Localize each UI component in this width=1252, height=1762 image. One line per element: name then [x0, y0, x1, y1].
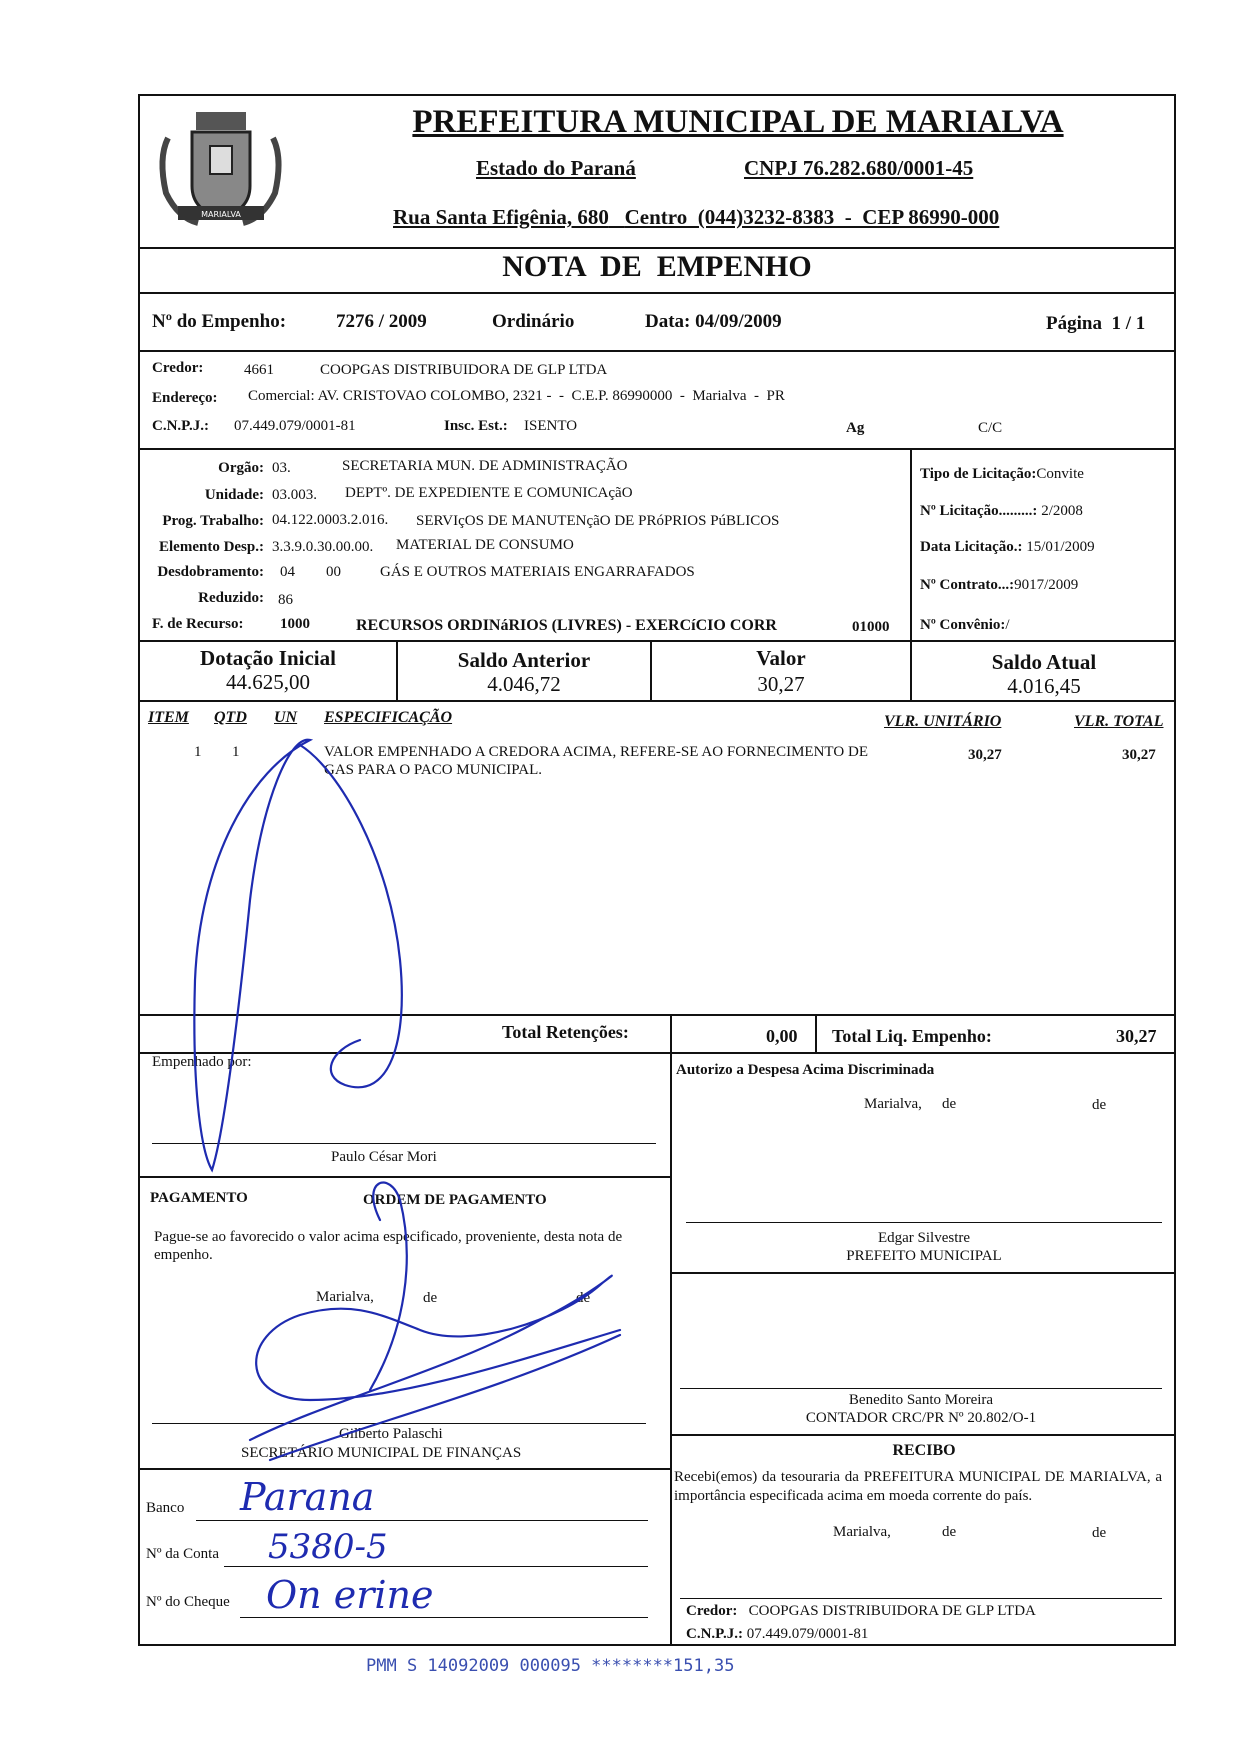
page-number: Página 1 / 1	[1046, 313, 1146, 334]
num-contrato: Nº Contrato...:9017/2009	[920, 577, 1079, 593]
recibo-de2: de	[1092, 1525, 1107, 1541]
cnpj-credor-label: C.N.P.J.:	[152, 418, 209, 434]
empenho-type: Ordinário	[492, 311, 575, 332]
retencoes-value: 0,00	[766, 1026, 798, 1046]
recurso-name: RECURSOS ORDINáRIOS (LIVRES) - EXERCíCIO CORR	[356, 617, 777, 634]
state-label: Estado do Paraná	[476, 156, 636, 180]
col-unit: VLR. UNITÁRIO	[884, 713, 1002, 730]
cheque-handwriting: On erine	[266, 1573, 434, 1617]
contador-role: CONTADOR CRC/PR Nº 20.802/O-1	[805, 1410, 1037, 1426]
insc-value: ISENTO	[524, 418, 578, 434]
elemento-name: MATERIAL DE CONSUMO	[396, 537, 574, 553]
reduzido-label: Reduzido:	[198, 590, 264, 606]
pagamento-city: Marialva,	[316, 1289, 374, 1305]
pagamento-text: Pague-se ao favorecido o valor acima especificado, proveniente, desta nota de empenho.	[154, 1229, 623, 1263]
item-spec: VALOR EMPENHADO A CREDORA ACIMA, REFERE-SE AO FORNECIMENTO DE GAS PARA O PACO MUNICIPAL.	[324, 744, 868, 778]
empenhado-label: Empenhado por:	[152, 1054, 252, 1070]
tipo-licitacao: Tipo de Licitação:Convite	[920, 466, 1084, 482]
pagamento-label: PAGAMENTO	[150, 1190, 248, 1206]
coat-of-arms-logo	[148, 98, 293, 243]
desdobramento-code1: 04	[280, 564, 295, 580]
cc-label: C/C	[978, 420, 1003, 436]
valor-label: Valor	[756, 646, 806, 670]
secretario-name: Gilberto Palaschi	[339, 1426, 443, 1442]
saldo-anterior-value: 4.046,72	[487, 672, 561, 696]
col-item: ITEM	[148, 709, 189, 726]
unidade-label: Unidade:	[204, 487, 264, 503]
item-unit-value: 30,27	[968, 747, 1002, 763]
dotacao-inicial-value: 44.625,00	[226, 670, 310, 694]
item-number: 1	[194, 744, 202, 760]
ordem-pagamento-label: ORDEM DE PAGAMENTO	[363, 1192, 547, 1208]
autorizo-de1: de	[942, 1096, 957, 1112]
saldo-anterior-label: Saldo Anterior	[457, 648, 591, 672]
col-total: VLR. TOTAL	[1074, 713, 1164, 730]
insc-label: Insc. Est.:	[444, 418, 508, 434]
elemento-code: 3.3.9.0.30.00.00.	[272, 539, 374, 555]
conta-handwriting: 5380-5	[268, 1527, 388, 1567]
liquido-label: Total Liq. Empenho:	[832, 1026, 992, 1046]
saldo-atual-label: Saldo Atual	[991, 650, 1097, 674]
empenho-number: 7276 / 2009	[336, 311, 427, 332]
orgao-label: Orgão:	[218, 460, 264, 476]
recibo-city: Marialva,	[833, 1524, 891, 1540]
num-convenio: Nº Convênio:/	[920, 617, 1010, 633]
banco-handwriting: Parana	[240, 1475, 375, 1519]
recibo-de1: de	[942, 1524, 957, 1540]
autorizo-de2: de	[1092, 1097, 1107, 1113]
recurso-suffix: 01000	[852, 619, 890, 635]
banco-label: Banco	[146, 1500, 185, 1516]
pagamento-de2: de	[576, 1290, 591, 1306]
prefeito-name: Edgar Silvestre	[877, 1230, 971, 1246]
autorizo-city: Marialva,	[864, 1096, 922, 1112]
desdobramento-code2: 00	[326, 564, 341, 580]
retencoes-label: Total Retenções:	[502, 1022, 629, 1042]
saldo-atual-value: 4.016,45	[1007, 674, 1081, 698]
desdobramento-label: Desdobramento:	[157, 564, 264, 580]
recibo-credor: Credor: COOPGAS DISTRIBUIDORA DE GLP LTDA	[686, 1603, 1036, 1619]
ag-label: Ag	[846, 420, 865, 436]
credor-label: Credor:	[152, 360, 204, 376]
desdobramento-name: GÁS E OUTROS MATERIAIS ENGARRAFADOS	[380, 564, 695, 580]
data-licitacao: Data Licitação.: 15/01/2009	[920, 539, 1095, 555]
prog-label: Prog. Trabalho:	[162, 513, 264, 529]
valor-value: 30,27	[757, 672, 805, 696]
recurso-code: 1000	[280, 616, 310, 632]
recibo-title: RECIBO	[892, 1442, 956, 1459]
credor-code: 4661	[244, 362, 274, 378]
recibo-cnpj: C.N.P.J.: 07.449.079/0001-81	[686, 1626, 869, 1642]
svg-text:MARIALVA: MARIALVA	[201, 210, 241, 219]
unidade-name: DEPTº. DE EXPEDIENTE E COMUNICAçãO	[345, 485, 633, 501]
col-un: UN	[274, 709, 298, 726]
pagamento-de1: de	[423, 1290, 438, 1306]
liquido-value: 30,27	[1116, 1026, 1157, 1046]
orgao-name: SECRETARIA MUN. DE ADMINISTRAÇÃO	[342, 458, 628, 474]
document-title: NOTA DE EMPENHO	[502, 250, 812, 283]
empenhado-name: Paulo César Mori	[331, 1149, 437, 1165]
reduzido-value: 86	[278, 592, 293, 608]
item-total-value: 30,27	[1122, 747, 1156, 763]
bank-stamp: PMM S 14092009 000095 ********151,35	[366, 1656, 735, 1676]
elemento-label: Elemento Desp.:	[159, 539, 264, 555]
empenho-number-label: Nº do Empenho:	[152, 311, 287, 332]
cnpj-label: CNPJ 76.282.680/0001-45	[744, 156, 974, 180]
empenho-date: Data: 04/09/2009	[645, 311, 782, 332]
item-qtd: 1	[232, 744, 240, 760]
autorizo-label: Autorizo a Despesa Acima Discriminada	[676, 1062, 935, 1078]
endereco-value: Comercial: AV. CRISTOVAO COLOMBO, 2321 - - C.E.P. 86990000 - Marialva - PR	[248, 388, 785, 404]
prefeito-role: PREFEITO MUNICIPAL	[846, 1248, 1002, 1264]
conta-label: Nº da Conta	[146, 1546, 219, 1562]
unidade-code: 03.003.	[272, 487, 317, 503]
col-qtd: QTD	[214, 709, 247, 726]
col-spec: ESPECIFICAÇÃO	[324, 709, 453, 726]
credor-name: COOPGAS DISTRIBUIDORA DE GLP LTDA	[320, 362, 608, 378]
cnpj-credor-value: 07.449.079/0001-81	[234, 418, 356, 434]
num-licitacao: Nº Licitação.........: 2/2008	[920, 503, 1083, 519]
secretario-role: SECRETÁRIO MUNICIPAL DE FINANÇAS	[241, 1445, 522, 1461]
endereco-label: Endereço:	[152, 390, 218, 406]
recurso-label: F. de Recurso:	[152, 616, 244, 632]
prog-code: 04.122.0003.2.016.	[272, 512, 389, 528]
contador-name: Benedito Santo Moreira	[848, 1392, 994, 1408]
recibo-text: Recebi(emos) da tesouraria da PREFEITURA MUNICIPAL DE MARIALVA, a importância especificada acima em moeda corrente do país.	[674, 1469, 1162, 1504]
orgao-code: 03.	[272, 460, 291, 476]
address-label: Rua Santa Efigênia, 680 Centro (044)3232-8383 - CEP 86990-000	[393, 205, 1000, 229]
page-title: PREFEITURA MUNICIPAL DE MARIALVA	[412, 104, 1064, 140]
prog-name: SERVIçOS DE MANUTENçãO DE PRóPRIOS PúBLICOS	[416, 513, 780, 529]
dotacao-inicial-label: Dotação Inicial	[200, 646, 336, 670]
cheque-label: Nº do Cheque	[146, 1594, 230, 1610]
